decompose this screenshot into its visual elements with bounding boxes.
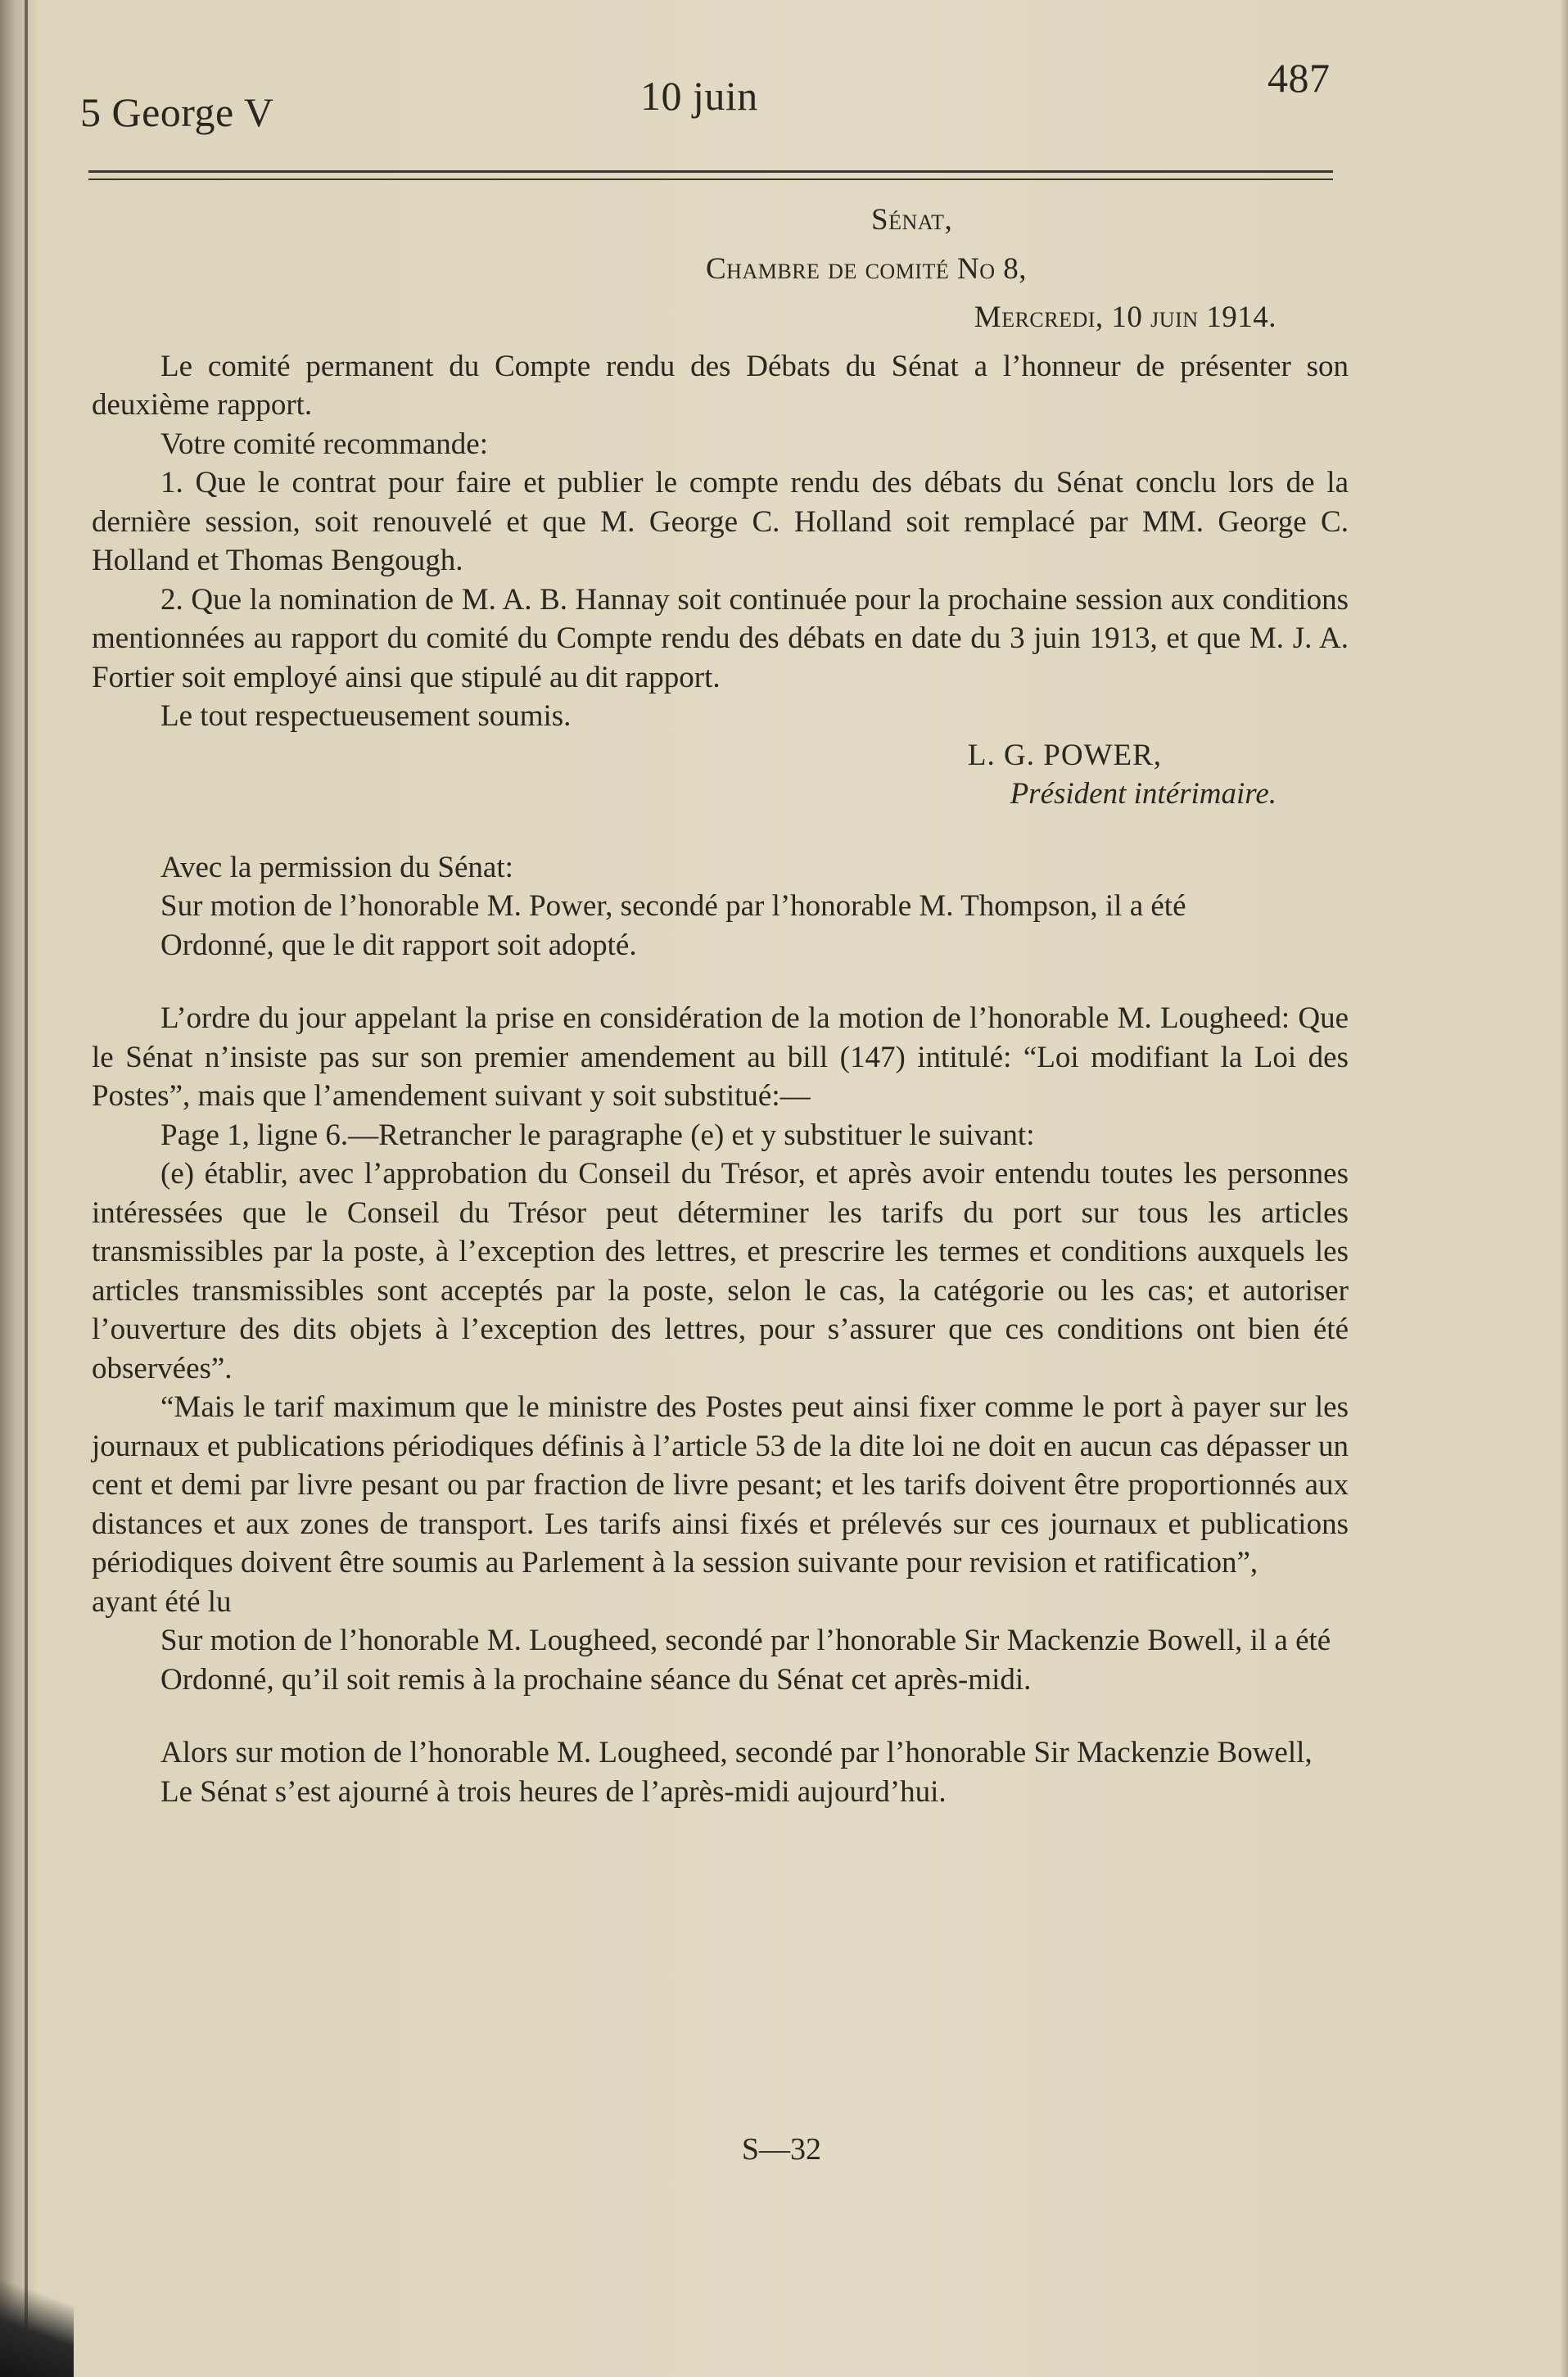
header-rule-bottom (88, 179, 1333, 180)
scan-corner-shadow (0, 2262, 74, 2377)
footer (0, 2131, 1568, 2167)
report-intro: Le comité permanent du Compte rendu des Débats du Sénat a l’honneur de présenter son deuxième rapport. (92, 349, 1349, 422)
page-number: 487 (1268, 55, 1331, 101)
signature-title: Président intérimaire. (1010, 777, 1277, 811)
binding-edge (25, 0, 28, 2377)
signature-mark: S—32 (741, 2132, 822, 2167)
motion1-ordonne: Ordonné, que le dit rapport soit adopté. (160, 928, 637, 962)
heading-date: Mercredi, 10 juin 1914. (974, 301, 1277, 334)
adjournment-ajourne: Le Sénat s’est ajourné à trois heures de l’après-midi aujourd’hui. (160, 1774, 947, 1809)
report-recommande: Votre comité recommande: (160, 427, 489, 461)
document-body (92, 201, 1349, 1811)
motion2-ordonne: Ordonné, qu’il soit remis à la prochaine séance du Sénat cet après-midi. (160, 1662, 1032, 1697)
motion2-page-ligne: Page 1, ligne 6.—Retrancher le paragraphe (e) et y substituer le suivant: (160, 1118, 1035, 1152)
header-date: 10 juin (640, 73, 758, 119)
signature-name: L. G. POWER, (967, 738, 1162, 772)
report-item-1: 1. Que le contrat pour faire et publier le compte rendu des débats du Sénat conclu lors de la dernière session, soit renouvelé et que M. George C. Holland soit remplacé par MM. George C. Holland et Thomas Bengough. (92, 466, 1349, 577)
adjournment-alors: Alors sur motion de l’honorable M. Lougheed, secondé par l’honorable Sir Mackenzie Bowell, (160, 1736, 1313, 1769)
motion1-sur-motion: Sur motion de l’honorable M. Power, secondé par l’honorable M. Thompson, il a été (160, 889, 1186, 923)
motion2-paragraph-e: (e) établir, avec l’approbation du Conseil du Trésor, et après avoir entendu toutes les personnes intéressées que le Conseil du Trésor peut déterminer les tarifs du port sur tous les articles transmissibles par la poste, à l’exception des lettres, et prescrire les termes et conditions auxquels les articles transmissibles sont acceptés par la poste, selon le cas, la catégorie ou les cas; et autoriser l’ouverture des dits objets à l’exception des lettres, pour s’assurer que ces conditions ont bien été observées”. (92, 1157, 1349, 1385)
report-soumis: Le tout respectueusement soumis. (160, 699, 572, 733)
page-edge-shadow (1560, 0, 1568, 2377)
report-item-2: 2. Que la nomination de M. A. B. Hannay soit continuée pour la prochaine session aux conditions mentionnées au rapport du comité du Compte rendu des débats en date du 3 juin 1913, et que M. J. A. Fortier soit employé ainsi que stipulé au dit rapport. (92, 582, 1349, 694)
motion2-intro: L’ordre du jour appelant la prise en considération de la motion de l’honorable M. Lougheed: Que le Sénat n’insiste pas sur son premier amendement au bill (147) intitulé: “Loi modifiant la Loi des Postes”, mais que l’amendement suivant y soit substitué:— (92, 1001, 1349, 1113)
header-rule-top (88, 170, 1333, 173)
motion2-sur-motion: Sur motion de l’honorable M. Lougheed, secondé par l’honorable Sir Mackenzie Bowell, il a été (160, 1624, 1331, 1657)
header-session: 5 George V (80, 89, 274, 135)
motion2-ayant: ayant été lu (92, 1584, 232, 1619)
heading-chambre: Chambre de comité No 8, (706, 251, 1027, 286)
motion1-permission: Avec la permission du Sénat: (160, 850, 513, 884)
heading-senat: Sénat, (871, 203, 953, 237)
motion2-mais-paragraph: “Mais le tarif maximum que le ministre des Postes peut ainsi fixer comme le port à payer sur les journaux et publications périodiques définis à l’article 53 de la dite loi ne doit en aucun cas dépasser un cent et demi par livre pesant ou par fraction de livre pesant; et les tarifs doivent être proportionnés aux distances et aux zones de transport. Les tarifs ainsi fixés et prélevés sur ces journaux et publications périodiques doivent être soumis au Parlement à la session suivante pour revision et ratification”, (92, 1390, 1349, 1579)
